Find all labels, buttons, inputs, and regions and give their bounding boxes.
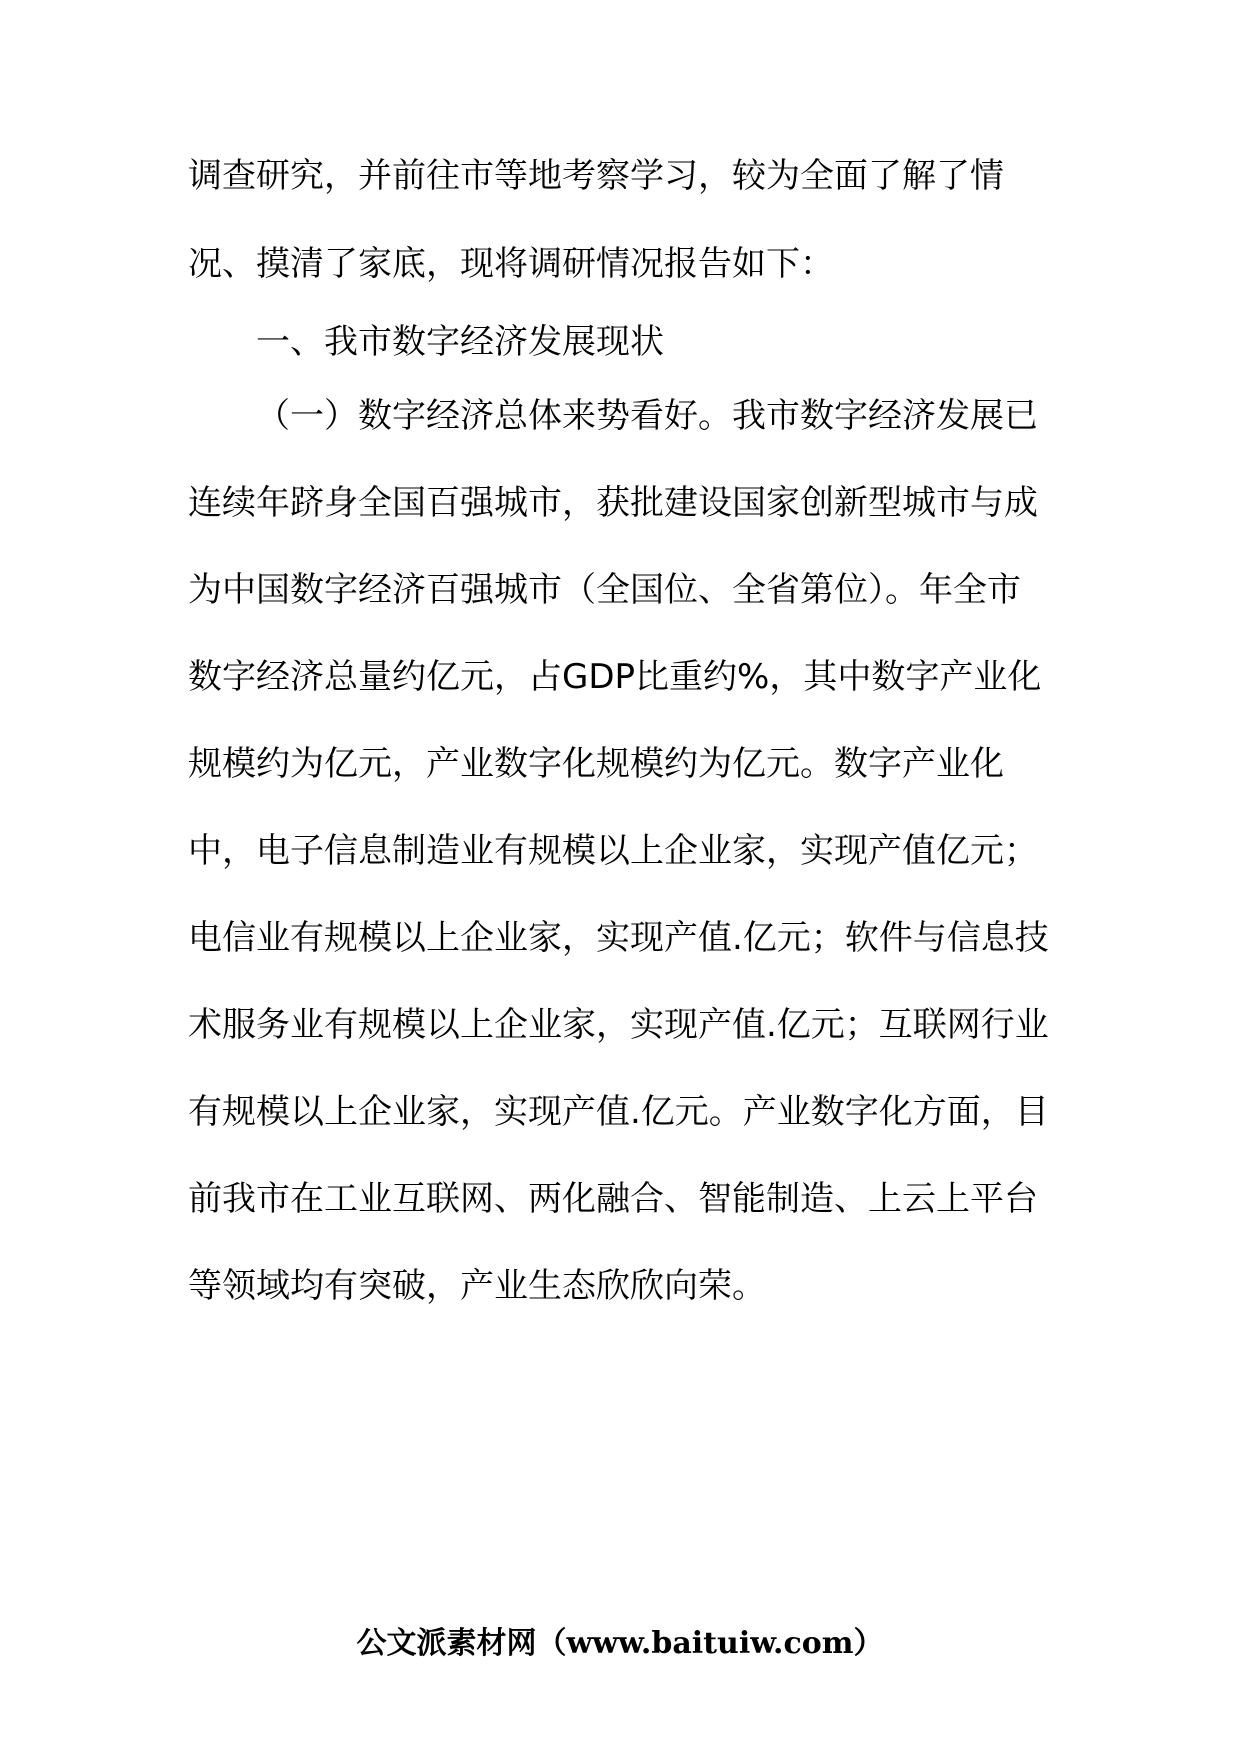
body-text-line: 有规模以上企业家，实现产值.亿元。产业数字化方面，目 (188, 1092, 1049, 1132)
footer-watermark: 公文派素材网（www.baituiw.com） (356, 1626, 884, 1661)
body-text-line: 连续年跻身全国百强城市，获批建设国家创新型城市与成 (188, 483, 1038, 523)
body-text-line: 为中国数字经济百强城市（全国位、全省第位）。年全市 (188, 570, 1021, 610)
body-text-line: 前我市在工业互联网、两化融合、智能制造、上云上平台 (188, 1179, 1038, 1219)
body-text-line: 数字经济总量约亿元，占GDP比重约%，其中数字产业化 (188, 657, 1042, 697)
section-heading: 一、我市数字经济发展现状 (256, 322, 664, 362)
body-text-line: 规模约为亿元，产业数字化规模约为亿元。数字产业化 (188, 744, 1004, 784)
body-text-line: 况、摸清了家底，现将调研情况报告如下： (188, 244, 834, 284)
body-text-line: 调查研究，并前往市等地考察学习，较为全面了解了情 (188, 156, 1004, 196)
body-text-line: 等领域均有突破，产业生态欣欣向荣。 (188, 1266, 766, 1306)
subsection-heading-line: （一）数字经济总体来势看好。我市数字经济发展已 (256, 396, 1038, 436)
body-text-line: 中，电子信息制造业有规模以上企业家，实现产值亿元； (188, 831, 1038, 871)
body-text-line: 电信业有规模以上企业家，实现产值.亿元；软件与信息技 (188, 918, 1049, 958)
body-text-line: 术服务业有规模以上企业家，实现产值.亿元；互联网行业 (188, 1005, 1049, 1045)
